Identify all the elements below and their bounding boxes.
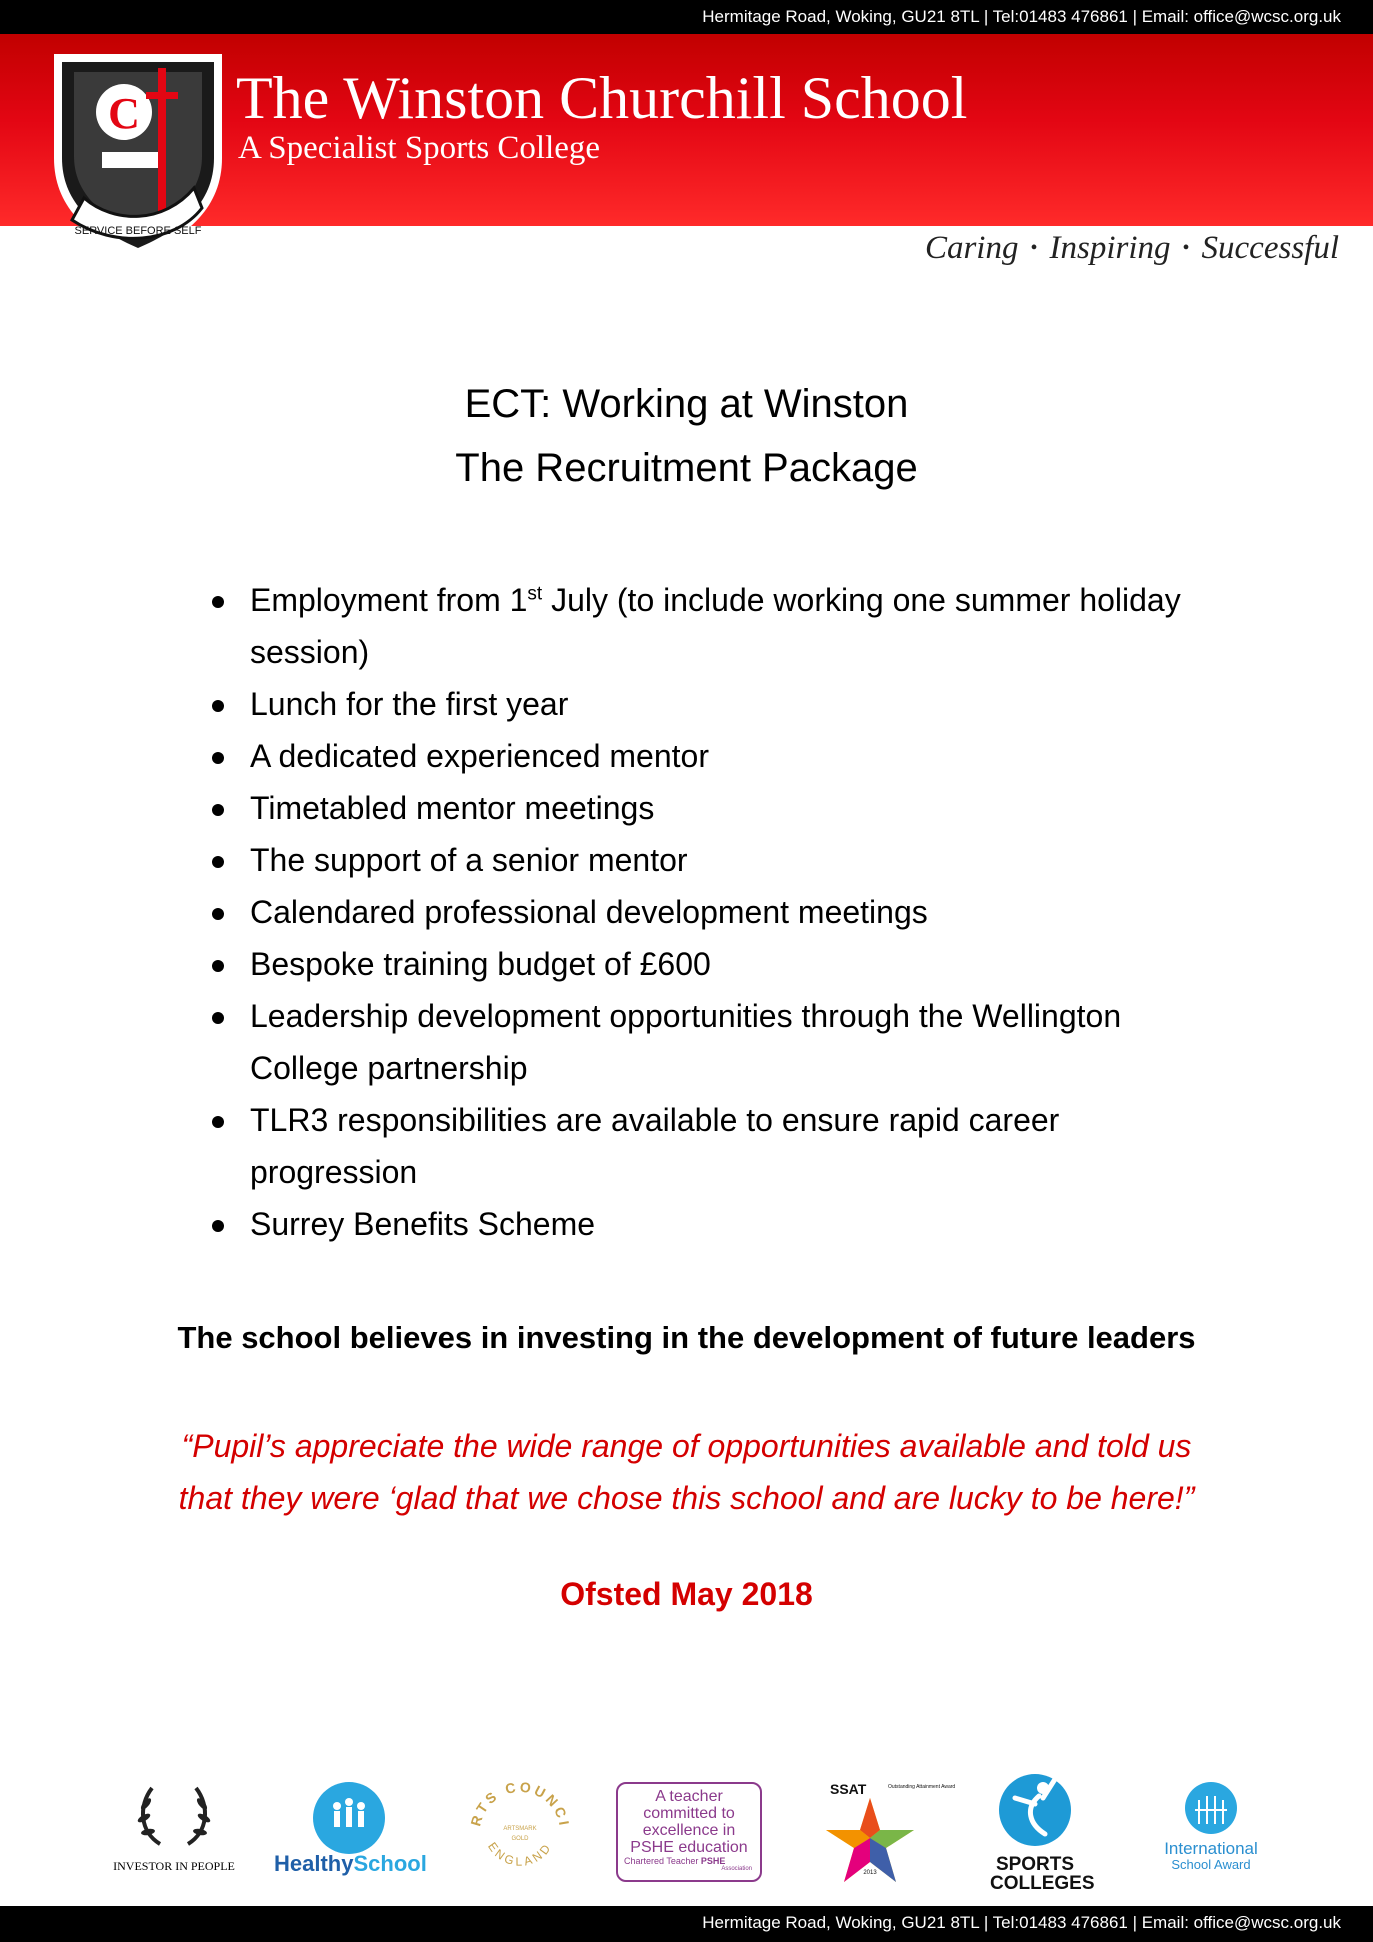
ssat-award-logo xyxy=(808,1778,956,1893)
arts-council-badge-icon xyxy=(465,1774,575,1884)
value-separator: • xyxy=(1182,237,1190,259)
footer-contact-text: Hermitage Road, Woking, GU21 8TL | Tel:01483 476861 | Email: office@wcsc.org.uk xyxy=(702,1913,1341,1932)
pshe-text: A teacher committed to excellence in PSHE education xyxy=(630,1788,748,1856)
investor-in-people-label: INVESTOR IN PEOPLE xyxy=(113,1859,235,1873)
isa-label: International School Award xyxy=(1164,1839,1258,1872)
title-line-1: ECT: Working at Winston xyxy=(464,382,909,426)
globe-figures-icon xyxy=(1181,1780,1241,1836)
title-line-2: The Recruitment Package xyxy=(455,446,918,490)
svg-text:ENGLAND: ENGLAND xyxy=(485,1839,555,1869)
pshe-mark: PSHE xyxy=(700,1856,726,1866)
list-item: Bespoke training budget of £600 xyxy=(210,938,1210,990)
school-values xyxy=(925,230,1339,267)
list-item: A dedicated experienced mentor xyxy=(210,730,1210,782)
svg-text:ARTSMARK: ARTSMARK xyxy=(503,1826,537,1832)
arts-council-logo xyxy=(460,1774,580,1889)
bottom-contact-bar xyxy=(0,1906,1373,1942)
ssat-star-icon xyxy=(808,1778,956,1888)
document-title xyxy=(0,372,1373,500)
healthy-school-figures-icon xyxy=(309,1782,389,1846)
pshe-association-logo xyxy=(616,1782,762,1882)
crest-letters: C xyxy=(108,89,140,138)
list-item: Surrey Benefits Scheme xyxy=(210,1198,1210,1250)
value-inspiring: Inspiring xyxy=(1049,230,1171,266)
list-item: Employment from 1st July (to include working one summer holiday session) xyxy=(210,574,1210,678)
quote-source: Ofsted May 2018 xyxy=(560,1576,813,1612)
school-crest-logo xyxy=(44,48,244,280)
healthy-school-logo xyxy=(274,1782,427,1877)
pshe-chartered: Chartered Teacher xyxy=(624,1856,699,1866)
sports-colleges-label: SPORTS COLLEGES xyxy=(990,1854,1095,1894)
sports-colleges-logo xyxy=(990,1764,1095,1894)
svg-text:GOLD: GOLD xyxy=(511,1836,529,1842)
laurel-wreath-icon xyxy=(134,1782,214,1850)
svg-text:ARTS COUNCIL: RTS COUNCI xyxy=(467,1778,573,1830)
svg-text:Outstanding Attainment Award: Outstanding Attainment Award xyxy=(888,1784,956,1790)
leadership-statement: The school believes in investing in the development of future leaders xyxy=(177,1320,1196,1355)
list-item: Leadership development opportunities through the Wellington College partnership xyxy=(210,990,1210,1094)
sports-colleges-figure-icon xyxy=(995,1764,1075,1850)
header-contact-text: Hermitage Road, Woking, GU21 8TL | Tel:01483 476861 | Email: office@wcsc.org.uk xyxy=(702,7,1341,26)
top-contact-bar xyxy=(0,0,1373,34)
investor-in-people-logo xyxy=(104,1782,244,1874)
value-separator: • xyxy=(1030,237,1038,259)
list-item: Timetabled mentor meetings xyxy=(210,782,1210,834)
pshe-association: Association xyxy=(721,1866,752,1872)
accreditation-logos xyxy=(0,1760,1373,1900)
list-item: Calendared professional development meetings xyxy=(210,886,1210,938)
ofsted-quote: “Pupil’s appreciate the wide range of opportunities available and told us that they were ‘glad that we chose this school and are lucky to be here!” xyxy=(178,1428,1195,1516)
list-item: TLR3 responsibilities are available to ensure rapid career progression xyxy=(210,1094,1210,1198)
school-name: The Winston Churchill School xyxy=(236,65,968,131)
list-item: Lunch for the first year xyxy=(210,678,1210,730)
school-subtitle: A Specialist Sports College xyxy=(238,130,601,166)
value-caring: Caring xyxy=(924,230,1019,266)
benefits-list xyxy=(210,574,1210,1250)
crest-motto: SERVICE BEFORE SELF xyxy=(74,225,202,237)
international-school-award-logo xyxy=(1146,1780,1276,1873)
svg-text:2013: 2013 xyxy=(863,1870,877,1876)
healthy-school-label: HealthySchool xyxy=(274,1851,427,1876)
svg-text:SSAT: SSAT xyxy=(830,1781,867,1797)
value-successful: Successful xyxy=(1201,230,1339,266)
list-item: The support of a senior mentor xyxy=(210,834,1210,886)
